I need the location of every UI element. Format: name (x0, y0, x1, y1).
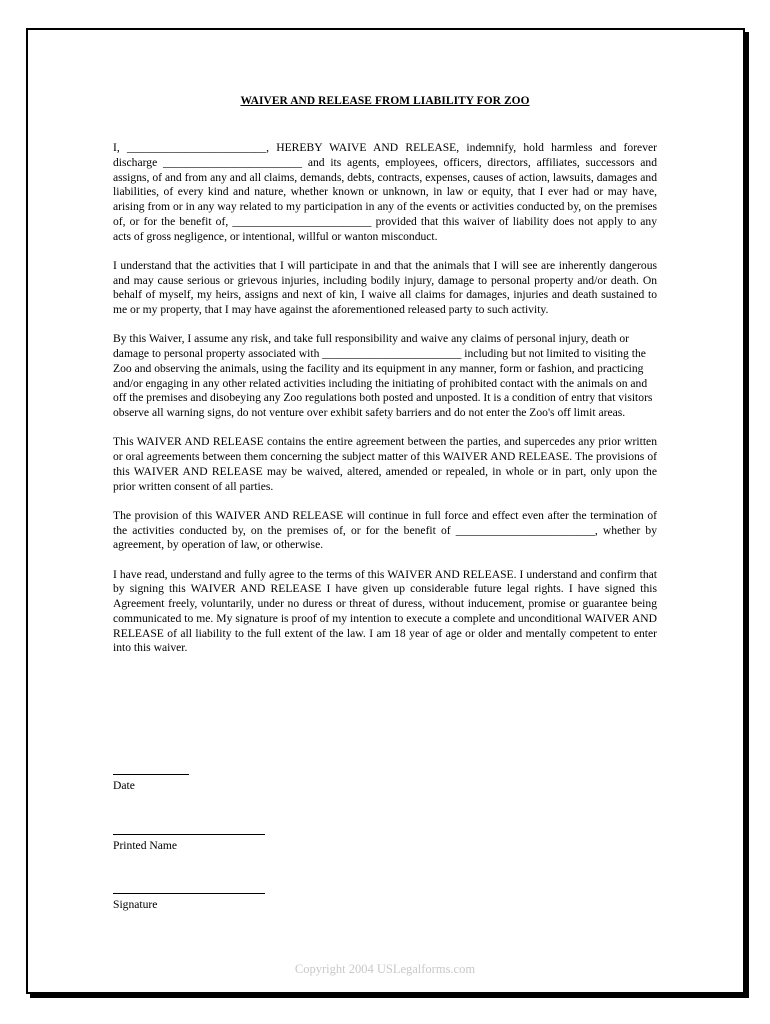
signature-line[interactable] (113, 888, 265, 894)
copyright-footer: Copyright 2004 USLegalforms.com (294, 962, 476, 976)
document-body (113, 141, 657, 671)
paragraph-release: I, ________________________, HEREBY WAIVE AND RELEASE, indemnify, hold harmless and forever discharge ________________________ and its agents, employees, officers, directors, affiliates, successors and assigns, of and from any and all claims, demands, debts, contracts, expenses, causes of action, lawsuits, damages and liabilities, of every kind and nature, whether known or unknown, in law or equity, that I ever had or may have, arising from or in any way related to my participation in any of the events or activities conducted by, on the premises of, or for the benefit of, ________________________ provided that this waiver of liability does not apply to any acts of gross negligence, or intentional, willful or wanton misconduct. (113, 141, 657, 243)
printed-name-field (113, 829, 265, 853)
date-field (113, 769, 189, 793)
paragraph-survival: The provision of this WAIVER AND RELEASE will continue in full force and effect even after the termination of the activities conducted by, on the premises of, or for the benefit of ________________________, whether by agreement, by operation of law, or otherwise. (113, 508, 657, 552)
paragraph-inherent-danger: I understand that the activities that I will participate in and that the animals that I will see are inherently dangerous and may cause serious or grievous injuries, including bodily injury, damage to personal property and/or death. On behalf of myself, my heirs, assigns and next of kin, I waive all claims for damages, injuries and death sustained to me or my property, that I may have against the aforementioned released party to such activity. (113, 258, 657, 316)
date-line[interactable] (113, 769, 189, 775)
paragraph-assumption-of-risk: By this Waiver, I assume any risk, and take full responsibility and waive any claims of personal injury, death or damage to personal property associated with ________________________ including but not limited to visiting the Zoo and observing the animals, using the facility and its equipment in any manner, form or fashion, and practicing and/or engaging in any other related activities including the initiating of prohibited contact with the animals on and off the premises and disobeying any Zoo regulations both posted and unposted. It is a condition of entry that visitors observe all warning signs, do not venture over exhibit safety barriers and do not enter the Zoo's off limit areas. (113, 332, 653, 419)
signature-label: Signature (113, 898, 158, 911)
document-title: WAIVER AND RELEASE FROM LIABILITY FOR ZOO (240, 95, 530, 107)
signature-field (113, 888, 265, 912)
date-label: Date (113, 779, 135, 792)
printed-name-line[interactable] (113, 829, 265, 835)
paragraph-acknowledgement: I have read, understand and fully agree to the terms of this WAIVER AND RELEASE. I understand and confirm that by signing this WAIVER AND RELEASE I have given up considerable future legal rights. I have signed this Agreement freely, voluntarily, under no duress or threat of duress, without inducement, promise or guarantee being communicated to me. My signature is proof of my intention to execute a complete and unconditional WAIVER AND RELEASE of all liability to the full extent of the law. I am 18 year of age or older and mentally competent to enter into this waiver. (113, 567, 657, 655)
printed-name-label: Printed Name (113, 839, 178, 852)
paragraph-entire-agreement: This WAIVER AND RELEASE contains the entire agreement between the parties, and supercedes any prior written or oral agreements between them concerning the subject matter of this WAIVER AND RELEASE. The provisions of this WAIVER AND RELEASE may be waived, altered, amended or repealed, in whole or in part, only upon the prior written consent of all parties. (113, 435, 657, 493)
